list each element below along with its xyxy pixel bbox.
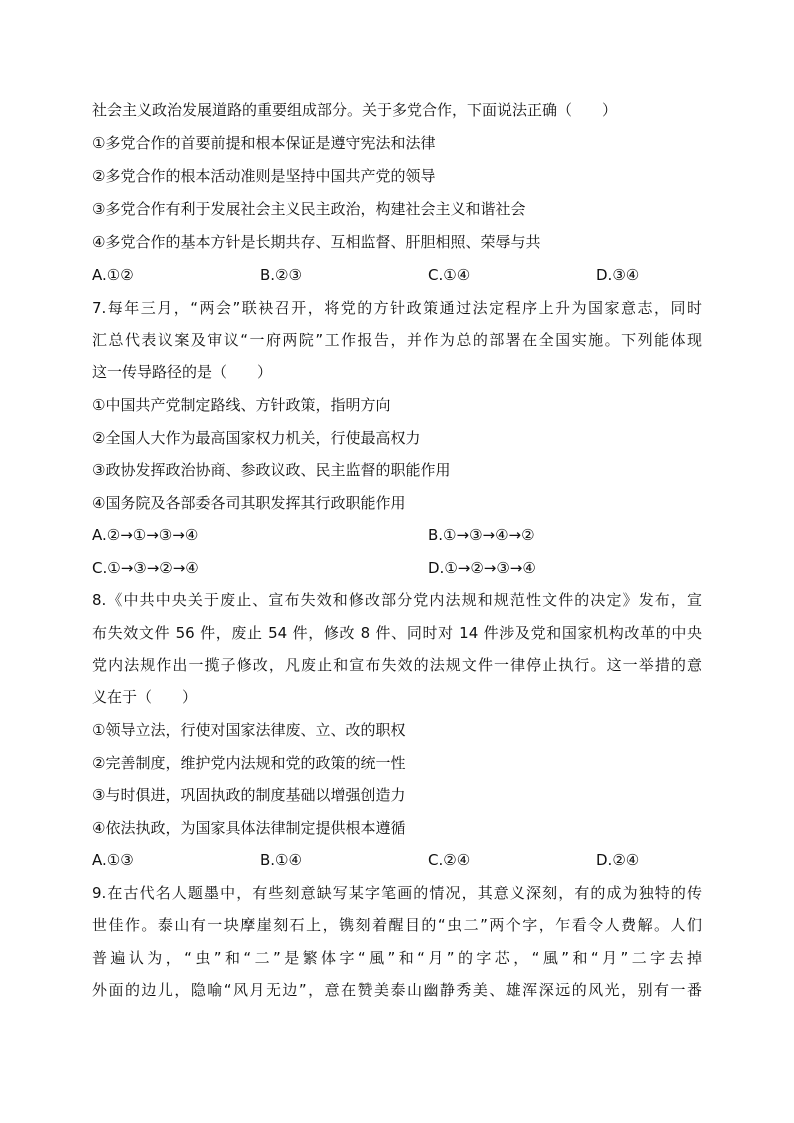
q6-item-1: ①多党合作的首要前提和根本保证是遵守宪法和法律 (92, 134, 436, 152)
q9-stem-line-1: 9.在古代名人题墨中，有些刻意缺写某字笔画的情况，其意义深刻，有的成为独特的传 (92, 884, 702, 902)
q6-item-4: ④多党合作的基本方针是长期共存、互相监督、肝胆相照、荣辱与共 (92, 233, 541, 251)
q9-stem-line-3: 普遍认为，“虫”和“二”是繁体字“風”和“月”的字芯，“風”和“月”二字去掉 (92, 949, 702, 967)
q8-option-c: C.②④ (428, 851, 471, 869)
q8-item-4: ④依法执政，为国家具体法律制定提供根本遵循 (92, 819, 406, 837)
q6-option-b: B.②③ (260, 266, 302, 284)
q7-item-2: ②全国人大作为最高国家权力机关，行使最高权力 (92, 429, 421, 447)
q8-option-d: D.②④ (596, 851, 640, 869)
q8-stem-line-3: 党内法规作出一揽子修改，凡废止和宣布失效的法规文件一律停止执行。这一举措的意 (92, 656, 702, 674)
q7-option-c: C.①→③→②→④ (92, 559, 199, 577)
q8-item-2: ②完善制度，维护党内法规和党的政策的统一性 (92, 754, 406, 772)
q8-option-b: B.①④ (260, 851, 302, 869)
q6-option-d: D.③④ (596, 266, 640, 284)
q7-option-d: D.①→②→③→④ (428, 559, 536, 577)
q9-stem-line-4: 外面的边儿，隐喻“风月无边”，意在赞美泰山幽静秀美、雄浑深远的风光，别有一番 (92, 981, 702, 999)
q8-option-a: A.①③ (92, 851, 134, 869)
q8-item-1: ①领导立法，行使对国家法律废、立、改的职权 (92, 721, 406, 739)
q7-stem-line-3: 这一传导路径的是（ ） (92, 363, 273, 381)
q7-item-3: ③政协发挥政治协商、参政议政、民主监督的职能作用 (92, 461, 451, 479)
q6-item-2: ②多党合作的根本活动准则是坚持中国共产党的领导 (92, 167, 436, 185)
q8-stem-line-4: 义在于（ ） (92, 688, 198, 706)
q7-stem-line-2: 汇总代表议案及审议“一府两院”工作报告，并作为总的部署在全国实施。下列能体现 (92, 331, 702, 349)
q7-item-1: ①中国共产党制定路线、方针政策，指明方向 (92, 396, 391, 414)
q7-item-4: ④国务院及各部委各司其职发挥其行政职能作用 (92, 494, 406, 512)
q6-stem-tail: 社会主义政治发展道路的重要组成部分。关于多党合作，下面说法正确（ ） (92, 101, 618, 119)
q8-stem-line-1: 8.《中共中央关于废止、宣布失效和修改部分党内法规和规范性文件的决定》发布，宣 (92, 591, 702, 609)
q7-stem-line-1: 7.每年三月，“两会”联袂召开，将党的方针政策通过法定程序上升为国家意志，同时 (92, 299, 702, 317)
q6-item-3: ③多党合作有利于发展社会主义民主政治，构建社会主义和谐社会 (92, 200, 526, 218)
q8-stem-line-2: 布失效文件 56 件，废止 54 件，修改 8 件、同时对 14 件涉及党和国家机构改革的中央 (92, 624, 702, 642)
q6-option-a: A.①② (92, 266, 134, 284)
q6-option-c: C.①④ (428, 266, 471, 284)
q7-option-b: B.①→③→④→② (428, 526, 535, 544)
q9-stem-line-2: 世佳作。泰山有一块摩崖刻石上，镌刻着醒目的“虫二”两个字，乍看令人费解。人们 (92, 916, 702, 934)
q7-option-a: A.②→①→③→④ (92, 526, 199, 544)
q8-item-3: ③与时俱进，巩固执政的制度基础以增强创造力 (92, 786, 406, 804)
